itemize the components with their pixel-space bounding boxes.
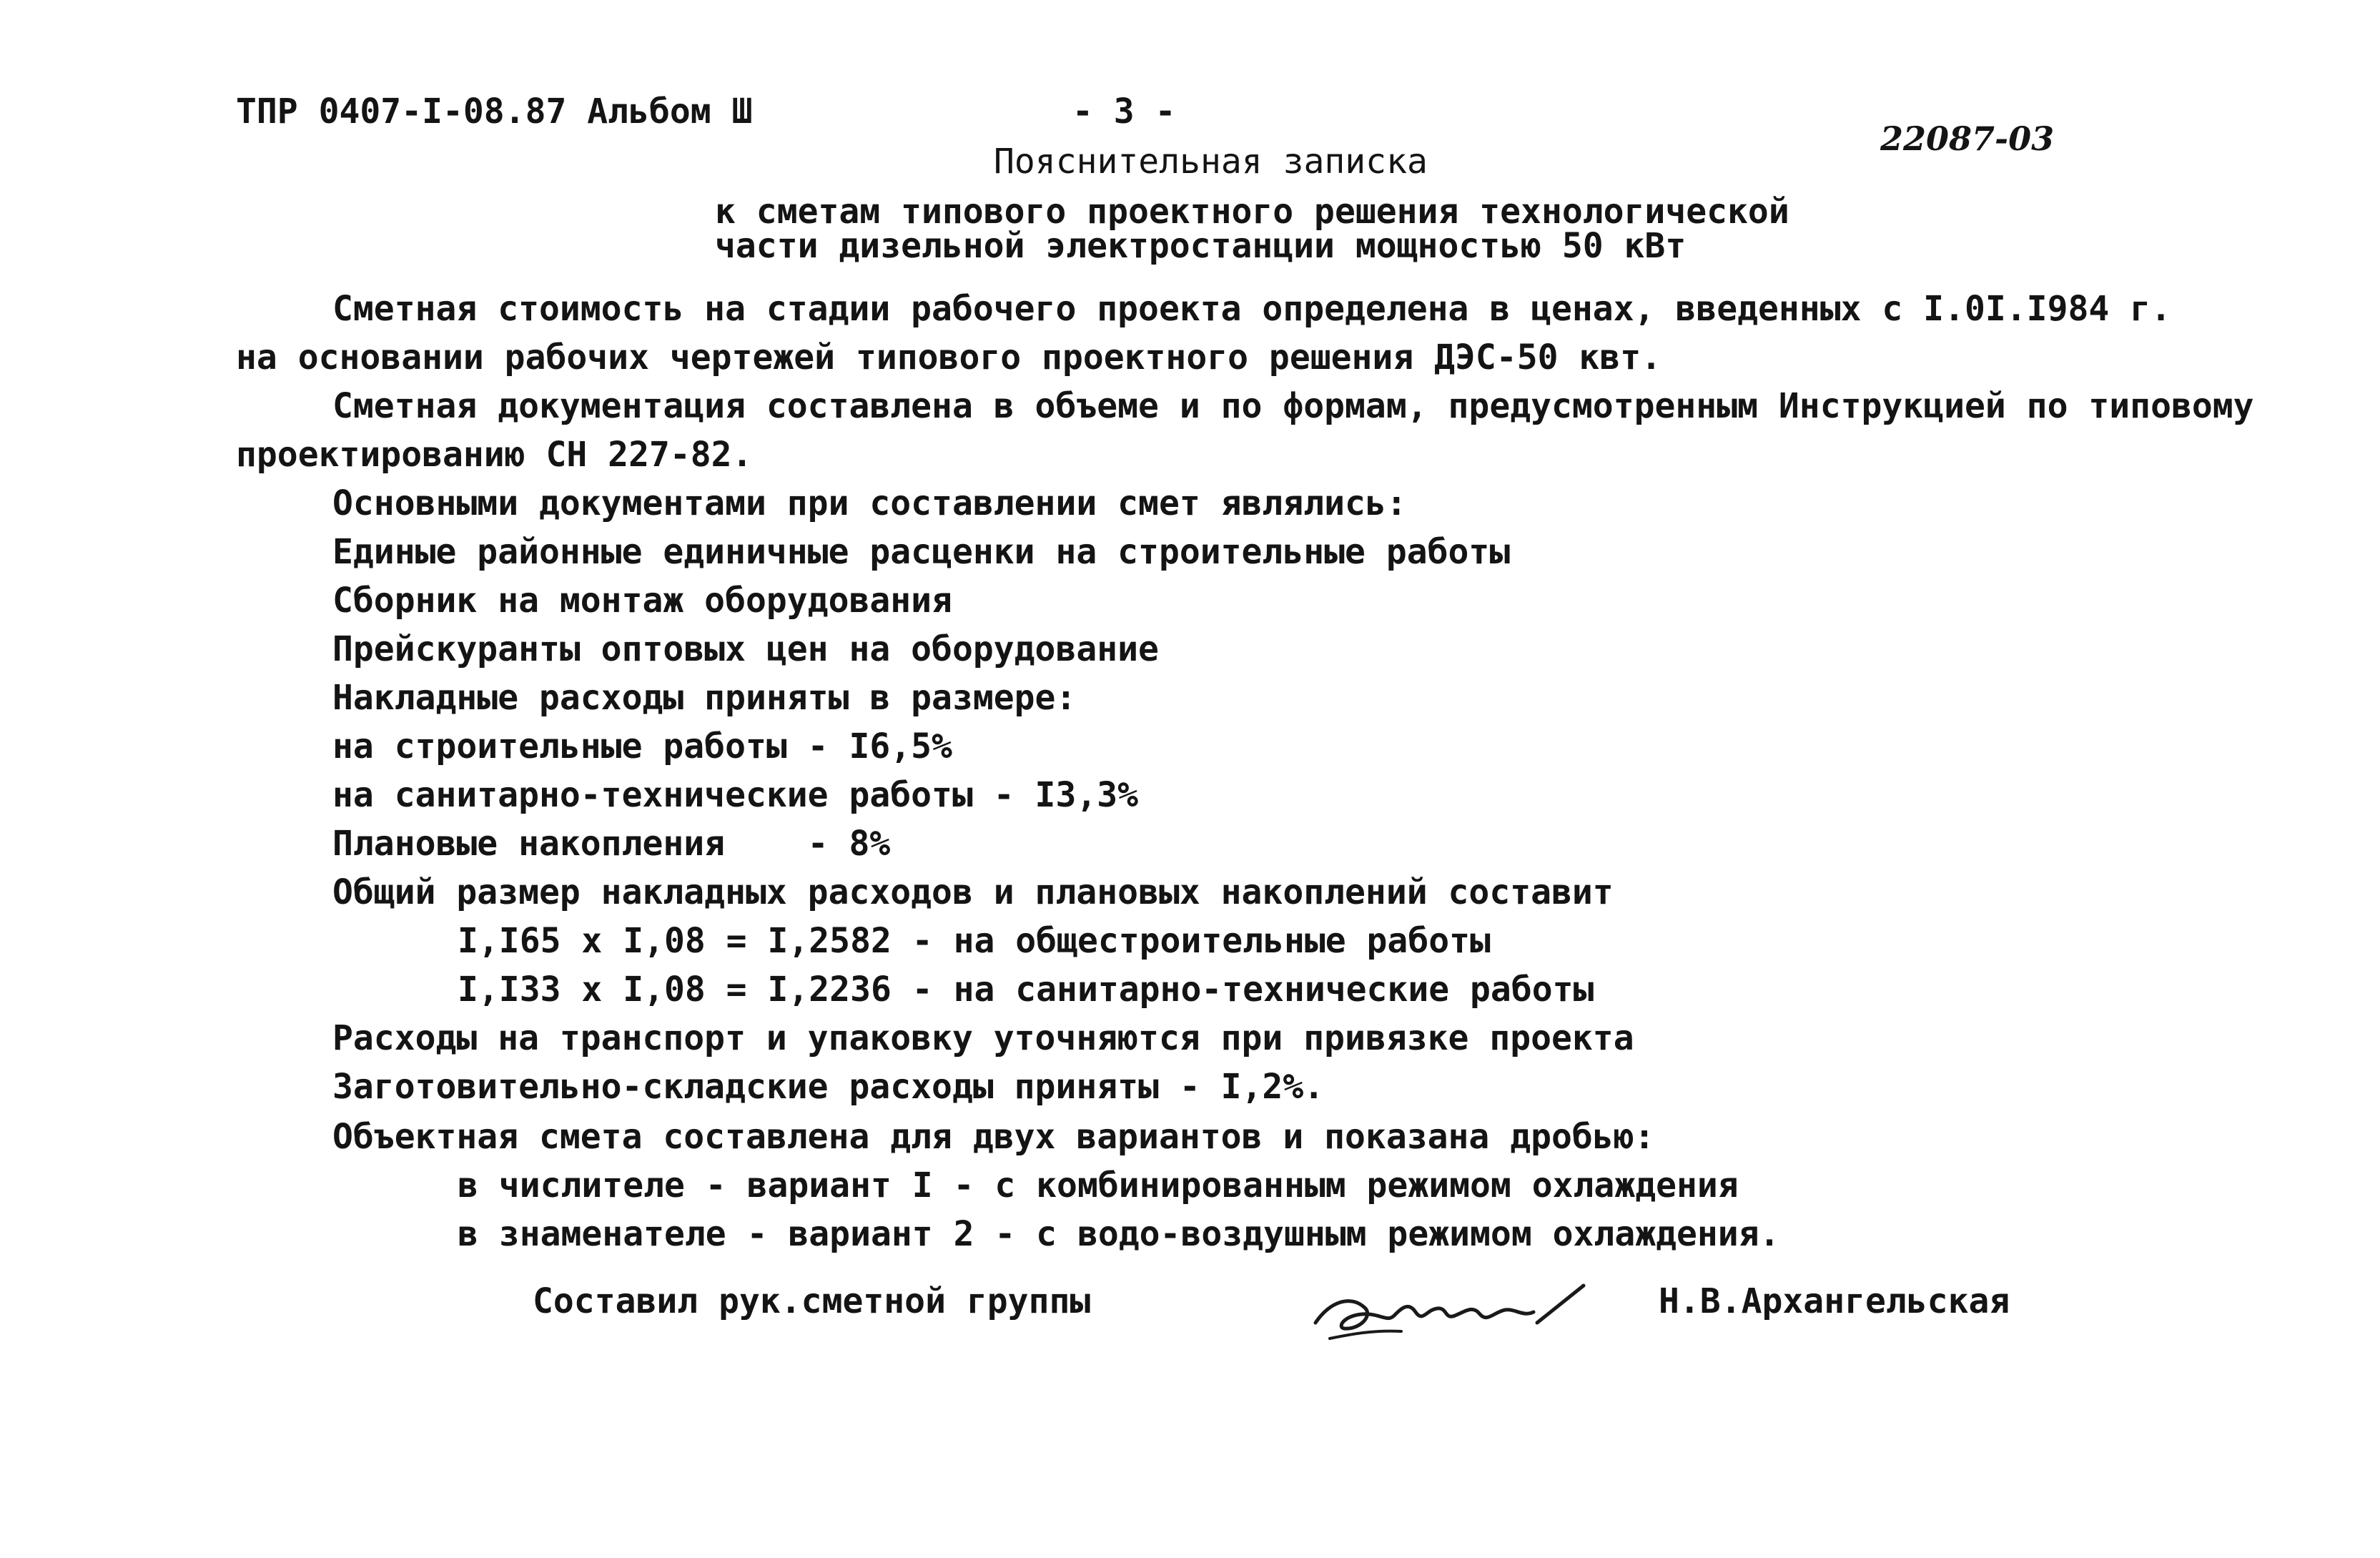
planned-savings: Плановые накопления - 8%: [332, 824, 891, 864]
overhead-heading: Накладные расходы приняты в размере:: [332, 678, 1077, 718]
compiled-by-label: Составил рук.сметной группы: [533, 1281, 1091, 1321]
variants-heading: Объектная смета составлена для двух вариантов и показана дробью:: [332, 1117, 1655, 1157]
paragraph-cost-line1: Сметная стоимость на стадии рабочего проекта определена в ценах, введенных с I.0I.I984 г.: [332, 289, 2171, 329]
inventory-number: 22087-03: [1880, 119, 2055, 158]
basis-item: Единые районные единичные расценки на строительные работы: [332, 532, 1511, 572]
basis-item: Прейскуранты оптовых цен на оборудование: [332, 629, 1159, 669]
document-title: Пояснительная записка: [994, 142, 1428, 182]
basis-item: Сборник на монтаж оборудования: [332, 581, 952, 621]
paragraph-documentation-line2: проектированию СН 227-82.: [236, 435, 753, 475]
procurement-note: Заготовительно-складские расходы приняты - I,2%.: [332, 1067, 1325, 1107]
document-subtitle-line2: части дизельной электростанции мощностью 50 кВт: [715, 226, 1687, 266]
page-number: - 3 -: [1072, 92, 1176, 132]
total-sanitary: I,I33 x I,08 = I,2236 - на санитарно-технические работы: [458, 970, 1594, 1010]
paragraph-cost-line2: на основании рабочих чертежей типового проектного решения ДЭС-50 квт.: [236, 337, 1661, 378]
signatory-name: Н.В.Архангельская: [1659, 1281, 2010, 1321]
overhead-construction: на строительные работы - I6,5%: [332, 726, 952, 766]
handwritten-signature: [1301, 1273, 1601, 1351]
total-heading: Общий размер накладных расходов и плановых накоплений составит: [332, 872, 1614, 912]
paragraph-documentation-line1: Сметная документация составлена в объеме и по формам, предусмотренным Инструкцией по типовому: [332, 386, 2254, 426]
doc-code: ТПР 0407-I-08.87 Альбом Ш: [236, 92, 753, 132]
variant-denominator: в знаменателе - вариант 2 - с водо-воздушным режимом охлаждения.: [458, 1214, 1780, 1254]
document-subtitle-line1: к сметам типового проектного решения технологической: [715, 192, 1789, 232]
variant-numerator: в числителе - вариант I - с комбинированным режимом охлаждения: [458, 1165, 1739, 1206]
total-construction: I,I65 x I,08 = I,2582 - на общестроительные работы: [458, 921, 1491, 961]
basis-heading: Основными документами при составлении смет являлись:: [332, 483, 1407, 523]
overhead-sanitary: на санитарно-технические работы - I3,3%: [332, 775, 1139, 815]
transport-note: Расходы на транспорт и упаковку уточняются при привязке проекта: [332, 1018, 1634, 1058]
